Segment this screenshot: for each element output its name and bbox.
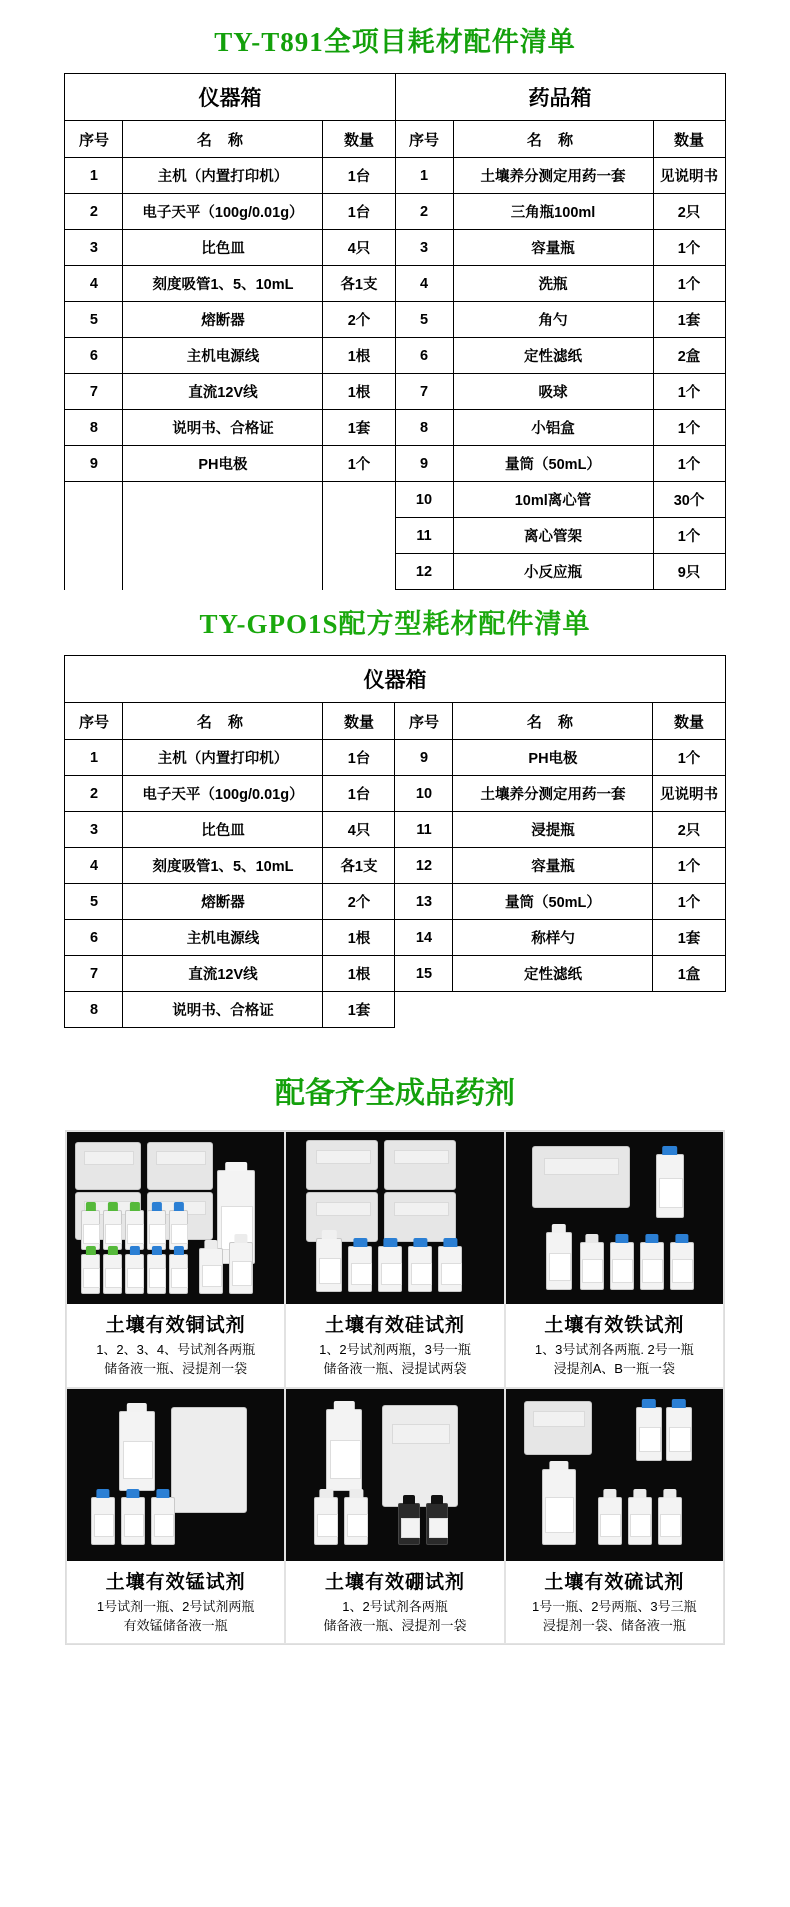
table-column-header-row: [65, 703, 725, 740]
product-photo-iron: [506, 1132, 723, 1304]
reagent-bottle: [408, 1246, 432, 1292]
product-name: 土壤有效铜试剂: [105, 1315, 246, 1336]
table-row: [65, 266, 725, 302]
reagent-bottle-large: [542, 1469, 576, 1545]
cell-seq: 13: [395, 884, 453, 920]
product-card-sulfur: [505, 1388, 724, 1645]
cell-name: [123, 482, 323, 518]
cell-qty: 1套: [323, 992, 395, 1028]
parts-table-1: [64, 73, 725, 590]
cell-qty: 1个: [653, 410, 725, 446]
col-qty-right: 数量: [653, 121, 725, 158]
reagent-bag: [532, 1146, 630, 1208]
product-desc-line1: 1号一瓶、2号两瓶、3号三瓶: [531, 1598, 697, 1614]
parts-table-2: [64, 655, 725, 1028]
cell-qty: 各1支: [323, 266, 395, 302]
reagent-bag: [382, 1405, 458, 1507]
product-photo-sulfur: [506, 1389, 723, 1561]
reagent-bottle: [378, 1246, 402, 1292]
cell-qty: 2只: [653, 812, 725, 848]
reagent-bottle: [229, 1242, 253, 1294]
cell-seq: 5: [395, 302, 453, 338]
cell-name: 说明书、合格证: [123, 992, 323, 1028]
cell-seq: 8: [395, 410, 453, 446]
table-row: [65, 884, 725, 920]
table-row: [65, 194, 725, 230]
table-row: [65, 956, 725, 992]
group-header-reagent-case: 药品箱: [395, 74, 725, 121]
product-name: 土壤有效硅试剂: [324, 1315, 465, 1336]
col-seq-right: 序号: [395, 121, 453, 158]
table-row: [65, 518, 725, 554]
cell-name: [123, 554, 323, 590]
reagent-bottle: [636, 1407, 662, 1461]
cell-seq: 11: [395, 518, 453, 554]
cell-name: [453, 992, 653, 1028]
cell-name: 主机电源线: [123, 338, 323, 374]
cell-qty: 1个: [323, 446, 395, 482]
col-qty-left: 数量: [323, 703, 395, 740]
product-photo-boron: [286, 1389, 503, 1561]
group-header-instrument-case: 仪器箱: [65, 656, 725, 703]
cell-name: 离心管架: [453, 518, 653, 554]
reagent-bottle: [640, 1242, 664, 1290]
table-row: [65, 776, 725, 812]
table-row: [65, 992, 725, 1028]
cell-qty: 1台: [323, 740, 395, 776]
product-card-iron: [505, 1131, 724, 1388]
cell-seq: 11: [395, 812, 453, 848]
cell-seq: 2: [65, 194, 123, 230]
cell-name: 刻度吸管1、5、10mL: [123, 848, 323, 884]
cell-seq: 6: [65, 338, 123, 374]
col-name-right: 名 称: [453, 121, 653, 158]
cell-name: 定性滤纸: [453, 956, 653, 992]
cell-name: 比色皿: [123, 230, 323, 266]
cell-qty: 1根: [323, 338, 395, 374]
cell-seq: 2: [395, 194, 453, 230]
cell-name: PH电极: [123, 446, 323, 482]
reagent-bottle: [610, 1242, 634, 1290]
cell-qty: 1个: [653, 848, 725, 884]
reagent-bottle: [103, 1254, 122, 1294]
cell-qty: 见说明书: [653, 158, 725, 194]
cell-seq: 5: [65, 302, 123, 338]
reagent-bottle-dark: [398, 1503, 420, 1545]
cell-seq: 15: [395, 956, 453, 992]
reagent-bottle-dark: [426, 1503, 448, 1545]
cell-qty: 1台: [323, 194, 395, 230]
product-desc-line1: 1、2、3、4、号试剂各两瓶: [96, 1342, 256, 1357]
reagent-bottle: [91, 1497, 115, 1545]
table-row: [65, 740, 725, 776]
cell-name: 刻度吸管1、5、10mL: [123, 266, 323, 302]
cell-seq: 2: [65, 776, 123, 812]
table-row: [65, 482, 725, 518]
reagent-bottle: [103, 1210, 122, 1250]
table-row: [65, 410, 725, 446]
col-name-right: 名 称: [453, 703, 653, 740]
table-row: [65, 848, 725, 884]
cell-seq: 1: [395, 158, 453, 194]
product-desc-line1: 1、3号试剂各两瓶. 2号一瓶: [534, 1342, 694, 1357]
reagent-bag: [306, 1192, 378, 1242]
cell-name: 吸球: [453, 374, 653, 410]
product-caption: [506, 1304, 723, 1387]
cell-seq: 3: [65, 812, 123, 848]
cell-name: 土壤养分测定用药一套: [453, 158, 653, 194]
product-desc-line2: 储备液一瓶、浸提剂一袋: [323, 1617, 467, 1633]
product-photo-manganese: [67, 1389, 284, 1561]
product-desc-line2: 储备液一瓶、浸提剂一袋: [104, 1360, 248, 1376]
cell-name: 量筒（50mL）: [453, 884, 653, 920]
cell-qty: 1个: [653, 740, 725, 776]
reagent-bottle: [438, 1246, 462, 1292]
cell-name: 电子天平（100g/0.01g）: [123, 776, 323, 812]
cell-qty: 1台: [323, 776, 395, 812]
col-name-left: 名 称: [123, 121, 323, 158]
cell-qty: 4只: [323, 230, 395, 266]
cell-name: 熔断器: [123, 884, 323, 920]
reagent-bag: [306, 1140, 378, 1190]
cell-name: 小反应瓶: [453, 554, 653, 590]
products-title: 配备齐全成品药剂: [275, 1077, 515, 1110]
cell-qty: [323, 554, 395, 590]
table-row: [65, 374, 725, 410]
cell-seq: [65, 518, 123, 554]
reagent-bottle: [658, 1497, 682, 1545]
cell-seq: 4: [395, 266, 453, 302]
product-name: 土壤有效锰试剂: [105, 1571, 246, 1593]
cell-name: 比色皿: [123, 812, 323, 848]
cell-qty: 1个: [653, 230, 725, 266]
reagent-bag: [384, 1140, 456, 1190]
cell-qty: [323, 518, 395, 554]
product-card-boron: [285, 1388, 504, 1645]
table-row: [65, 230, 725, 266]
reagent-bottle: [314, 1497, 338, 1545]
product-name: 土壤有效铁试剂: [544, 1315, 685, 1336]
cell-name: 主机电源线: [123, 920, 323, 956]
cell-name: 浸提瓶: [453, 812, 653, 848]
table-row: [65, 446, 725, 482]
cell-qty: 1套: [323, 410, 395, 446]
cell-qty: 2只: [653, 194, 725, 230]
cell-seq: 14: [395, 920, 453, 956]
section-title-1: TY-T891全项目耗材配件清单: [214, 27, 576, 57]
reagent-bottle: [125, 1210, 144, 1250]
cell-qty: 1台: [323, 158, 395, 194]
cell-name: 说明书、合格证: [123, 410, 323, 446]
cell-name: 容量瓶: [453, 848, 653, 884]
group-header-instrument-case: 仪器箱: [65, 74, 395, 121]
product-photo-silicon: [286, 1132, 503, 1304]
cell-qty: 4只: [323, 812, 395, 848]
col-seq-left: 序号: [65, 703, 123, 740]
cell-qty: 1根: [323, 920, 395, 956]
cell-name: PH电极: [453, 740, 653, 776]
reagent-bottle: [580, 1242, 604, 1290]
cell-seq: 9: [395, 740, 453, 776]
cell-qty: 见说明书: [653, 776, 725, 812]
cell-seq: [65, 482, 123, 518]
reagent-bottle: [656, 1154, 684, 1218]
col-qty-left: 数量: [323, 121, 395, 158]
cell-seq: 3: [65, 230, 123, 266]
product-card-copper: [66, 1131, 285, 1388]
cell-qty: 1套: [653, 302, 725, 338]
product-card-manganese: [66, 1388, 285, 1645]
cell-name: 电子天平（100g/0.01g）: [123, 194, 323, 230]
col-name-left: 名 称: [123, 703, 323, 740]
cell-qty: 1个: [653, 884, 725, 920]
cell-name: 容量瓶: [453, 230, 653, 266]
reagent-bottle: [81, 1254, 100, 1294]
product-card-silicon: [285, 1131, 504, 1388]
cell-name: 直流12V线: [123, 956, 323, 992]
cell-name: [123, 518, 323, 554]
reagent-bottle: [81, 1210, 100, 1250]
cell-name: 直流12V线: [123, 374, 323, 410]
cell-seq: 3: [395, 230, 453, 266]
reagent-bottle: [125, 1254, 144, 1294]
table-group-header-row: [65, 74, 725, 121]
product-caption: [67, 1304, 284, 1387]
cell-name: 主机（内置打印机）: [123, 740, 323, 776]
cell-qty: 1个: [653, 446, 725, 482]
cell-seq: 7: [65, 374, 123, 410]
cell-name: 小铝盒: [453, 410, 653, 446]
product-desc-line1: 1、2号试剂各两瓶: [342, 1598, 448, 1614]
reagent-bottle: [628, 1497, 652, 1545]
cell-name: 称样勺: [453, 920, 653, 956]
reagent-bottle: [546, 1232, 572, 1290]
reagent-bag: [524, 1401, 592, 1455]
product-grid: [65, 1130, 725, 1645]
cell-seq: 9: [395, 446, 453, 482]
cell-qty: [323, 482, 395, 518]
cell-seq: 10: [395, 776, 453, 812]
reagent-bag: [75, 1142, 141, 1190]
cell-qty: 9只: [653, 554, 725, 590]
reagent-bottle-large: [326, 1409, 362, 1491]
table-row: [65, 338, 725, 374]
cell-seq: 6: [395, 338, 453, 374]
reagent-bottle: [169, 1210, 188, 1250]
cell-name: 土壤养分测定用药一套: [453, 776, 653, 812]
cell-seq: 1: [65, 158, 123, 194]
cell-seq: 5: [65, 884, 123, 920]
reagent-bottle: [666, 1407, 692, 1461]
col-seq-right: 序号: [395, 703, 453, 740]
product-desc-line2: 浸提剂A、B一瓶一袋: [553, 1360, 675, 1376]
reagent-bottle: [316, 1238, 342, 1292]
product-name: 土壤有效硫试剂: [544, 1571, 685, 1593]
table-group-header-row: [65, 656, 725, 703]
table-row: [65, 554, 725, 590]
reagent-bottle: [670, 1242, 694, 1290]
col-qty-right: 数量: [653, 703, 725, 740]
product-caption: [286, 1304, 503, 1387]
cell-name: 角勺: [453, 302, 653, 338]
product-desc-line1: 1号试剂一瓶、2号试剂两瓶: [96, 1598, 255, 1614]
cell-seq: 12: [395, 554, 453, 590]
table-row: [65, 812, 725, 848]
cell-qty: 2盒: [653, 338, 725, 374]
reagent-bag: [171, 1407, 247, 1513]
reagent-bottle: [147, 1210, 166, 1250]
cell-seq: 10: [395, 482, 453, 518]
table-row: [65, 158, 725, 194]
cell-seq: 12: [395, 848, 453, 884]
cell-seq: 9: [65, 446, 123, 482]
cell-name: 10ml离心管: [453, 482, 653, 518]
cell-qty: 30个: [653, 482, 725, 518]
cell-qty: 1个: [653, 374, 725, 410]
cell-name: 熔断器: [123, 302, 323, 338]
cell-name: 定性滤纸: [453, 338, 653, 374]
reagent-bottle: [147, 1254, 166, 1294]
cell-qty: 1个: [653, 518, 725, 554]
cell-seq: [65, 554, 123, 590]
table-row: [65, 302, 725, 338]
cell-qty: 各1支: [323, 848, 395, 884]
cell-qty: 1盒: [653, 956, 725, 992]
reagent-bottle: [348, 1246, 372, 1292]
cell-seq: 8: [65, 992, 123, 1028]
col-seq-left: 序号: [65, 121, 123, 158]
reagent-bottle-large: [119, 1411, 155, 1491]
product-caption: [286, 1561, 503, 1644]
reagent-bottle: [598, 1497, 622, 1545]
reagent-bag: [384, 1192, 456, 1242]
table-row: [65, 920, 725, 956]
cell-seq: 7: [65, 956, 123, 992]
cell-qty: 1根: [323, 956, 395, 992]
reagent-bottle: [199, 1248, 223, 1294]
cell-seq: [395, 992, 453, 1028]
reagent-bottle: [121, 1497, 145, 1545]
product-desc-line1: 1、2号试剂两瓶，3号一瓶: [319, 1342, 471, 1357]
product-name: 土壤有效硼试剂: [324, 1571, 465, 1593]
cell-qty: 1个: [653, 266, 725, 302]
cell-qty: 1根: [323, 374, 395, 410]
cell-seq: 1: [65, 740, 123, 776]
reagent-bottle: [151, 1497, 175, 1545]
cell-name: 三角瓶100ml: [453, 194, 653, 230]
table-column-header-row: [65, 121, 725, 158]
product-desc-line2: 储备液一瓶、浸提试两袋: [323, 1360, 467, 1376]
cell-seq: 7: [395, 374, 453, 410]
cell-qty: 1套: [653, 920, 725, 956]
product-desc-line2: 有效锰储备液一瓶: [123, 1617, 228, 1633]
section-title-2: TY-GPO1S配方型耗材配件清单: [199, 609, 591, 639]
product-caption: [67, 1561, 284, 1644]
cell-qty: 2个: [323, 302, 395, 338]
reagent-bag: [147, 1142, 213, 1190]
cell-qty: [653, 992, 725, 1028]
cell-seq: 4: [65, 266, 123, 302]
cell-qty: 2个: [323, 884, 395, 920]
reagent-bottle: [344, 1497, 368, 1545]
product-photo-copper: [67, 1132, 284, 1304]
product-caption: [506, 1561, 723, 1644]
cell-seq: 8: [65, 410, 123, 446]
cell-name: 主机（内置打印机）: [123, 158, 323, 194]
cell-seq: 4: [65, 848, 123, 884]
product-desc-line2: 浸提剂一袋、储备液一瓶: [542, 1617, 686, 1633]
cell-name: 洗瓶: [453, 266, 653, 302]
reagent-bottle: [169, 1254, 188, 1294]
cell-seq: 6: [65, 920, 123, 956]
cell-name: 量筒（50mL）: [453, 446, 653, 482]
